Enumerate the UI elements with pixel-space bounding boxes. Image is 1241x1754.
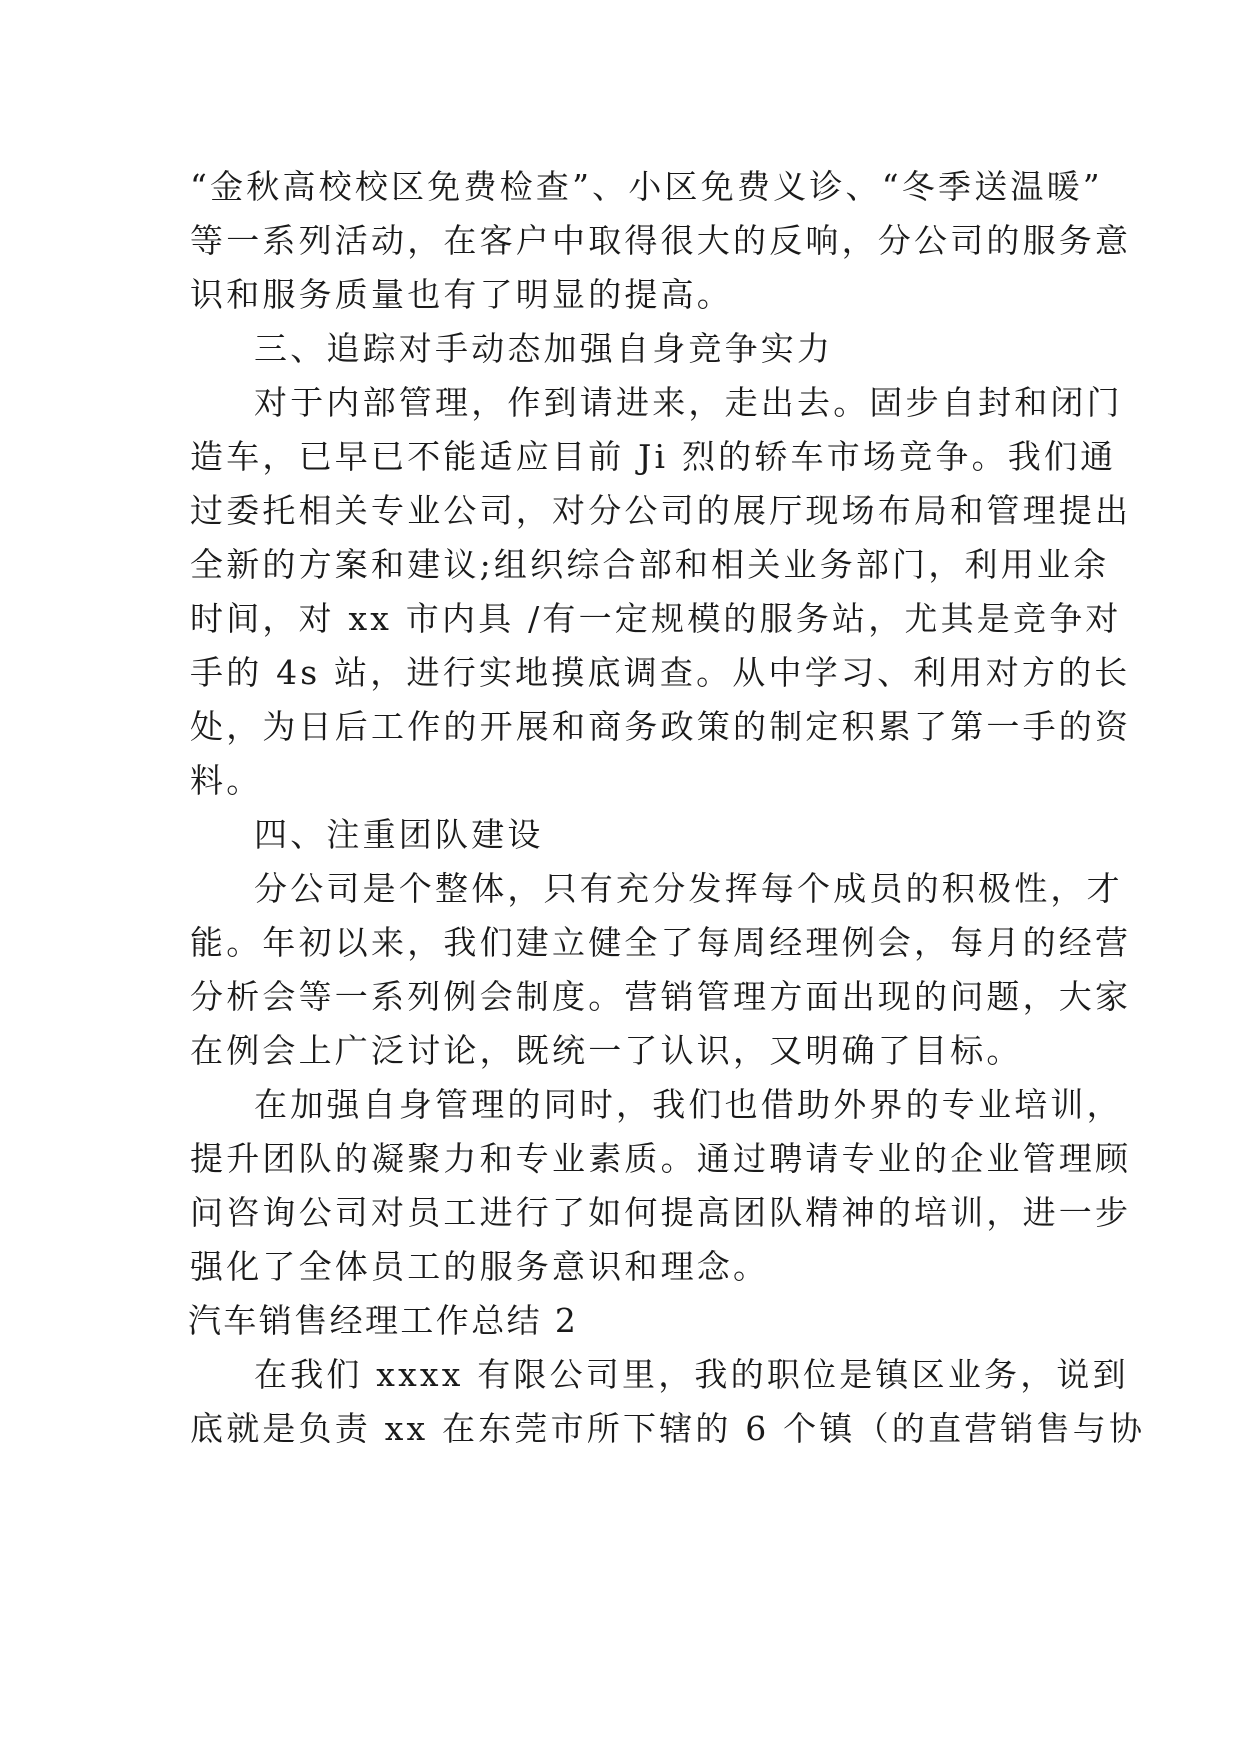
paragraph-line: 等一系列活动，在客户中取得很大的反响，分公司的服务意 [190,221,1132,260]
paragraph-line: 识和服务质量也有了明显的提高。 [190,275,733,314]
paragraph-line: 在我们 xxxx 有限公司里，我的职位是镇区业务，说到 [254,1355,1129,1394]
paragraph-line: 强化了全体员工的服务意识和理念。 [190,1247,770,1286]
paragraph-line: 分析会等一系列例会制度。营销管理方面出现的问题，大家 [190,977,1132,1016]
paragraph-line: 在例会上广泛讨论，既统一了认识，又明确了目标。 [190,1031,1023,1070]
paragraph-line: 时间，对 xx 市内具 /有一定规模的服务站，尤其是竞争对 [190,599,1122,638]
section-heading: 三、追踪对手动态加强自身竞争实力 [254,329,834,368]
paragraph-line: 分公司是个整体，只有充分发挥每个成员的积极性，才 [254,869,1123,908]
paragraph-line: 底就是负责 xx 在东莞市所下辖的 6 个镇（的直营销售与协 [190,1409,1146,1448]
document-title: 汽车销售经理工作总结 2 [188,1301,579,1340]
section-heading: 四、注重团队建设 [254,815,544,854]
paragraph-line: 全新的方案和建议;组织综合部和相关业务部门，利用业余 [190,545,1110,584]
paragraph-line: 能。年初以来，我们建立健全了每周经理例会，每月的经营 [190,923,1132,962]
paragraph-line: 手的 4s 站，进行实地摸底调查。从中学习、利用对方的长 [190,653,1131,692]
paragraph-line: 问咨询公司对员工进行了如何提高团队精神的培训，进一步 [190,1193,1132,1232]
paragraph-line: 处，为日后工作的开展和商务政策的制定积累了第一手的资 [190,707,1132,746]
paragraph-line: 提升团队的凝聚力和专业素质。通过聘请专业的企业管理顾 [190,1139,1132,1178]
paragraph-line: 造车，已早已不能适应目前 Ji 烈的轿车市场竞争。我们通 [190,437,1117,476]
paragraph-line: “金秋高校校区免费检查”、小区免费义诊、“冬季送温暖” [190,167,1103,206]
paragraph-line: 过委托相关专业公司，对分公司的展厅现场布局和管理提出 [190,491,1132,530]
paragraph-line: 对于内部管理，作到请进来，走出去。固步自封和闭门 [254,383,1123,422]
paragraph-line: 料。 [190,761,263,800]
paragraph-line: 在加强自身管理的同时，我们也借助外界的专业培训， [254,1085,1123,1124]
